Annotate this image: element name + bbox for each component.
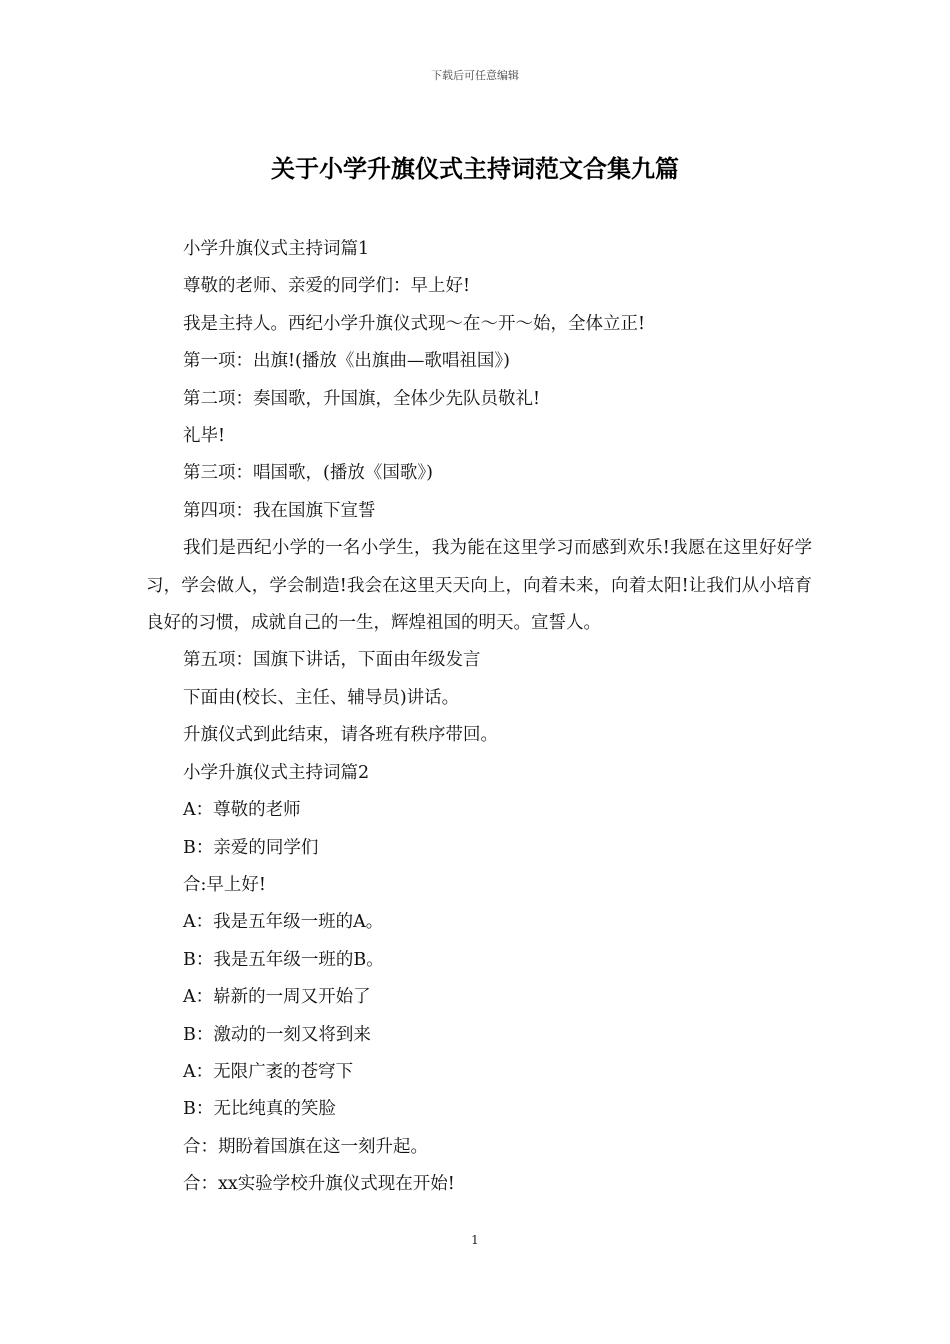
paragraph: 第五项：国旗下讲话，下面由年级发言 bbox=[183, 650, 481, 671]
paragraph: 小学升旗仪式主持词篇1 bbox=[183, 239, 370, 259]
paragraph: B：激动的一刻又将到来 bbox=[183, 1024, 371, 1045]
paragraph: A：无限广袤的苍穹下 bbox=[183, 1061, 354, 1082]
page-number: 1 bbox=[471, 1233, 479, 1247]
paragraph: 第三项：唱国歌，(播放《国歌》) bbox=[183, 463, 433, 484]
page-header-note: 下载后可任意编辑 bbox=[431, 69, 519, 82]
paragraph: 小学升旗仪式主持词篇2 bbox=[183, 762, 370, 783]
paragraph: 第四项：我在国旗下宣誓 bbox=[183, 500, 376, 521]
paragraph: A：我是五年级一班的A。 bbox=[183, 912, 384, 933]
paragraph: B：无比纯真的笑脸 bbox=[183, 1099, 336, 1120]
paragraph: 合:早上好! bbox=[183, 874, 266, 895]
paragraph: 第二项：奏国歌，升国旗，全体少先队员敬礼! bbox=[183, 388, 541, 409]
paragraph: 下面由(校长、主任、辅导员)讲话。 bbox=[183, 687, 460, 708]
paragraph: 升旗仪式到此结束，请各班有秩序带回。 bbox=[183, 725, 498, 746]
document-body bbox=[146, 231, 812, 1204]
paragraph: 我们是西纪小学的一名小学生，我为能在这里学习而感到欢乐!我愿在这里好好学习，学会做人，学会制造!我会在这里天天向上，向着未来，向着太阳!让我们从小培育良好的习惯，成就自己的一生，辉煌祖国的明天。宣誓人。 bbox=[146, 538, 812, 634]
paragraph: 合：xx实验学校升旗仪式现在开始! bbox=[183, 1174, 455, 1195]
paragraph: 我是主持人。西纪小学升旗仪式现～在～开～始，全体立正! bbox=[183, 313, 646, 334]
document-title: 关于小学升旗仪式主持词范文合集九篇 bbox=[271, 154, 679, 183]
paragraph: A：尊敬的老师 bbox=[183, 800, 301, 821]
paragraph: A：崭新的一周又开始了 bbox=[183, 987, 371, 1008]
paragraph: 合：期盼着国旗在这一刻升起。 bbox=[183, 1136, 428, 1157]
paragraph: 第一项：出旗!(播放《出旗曲—歌唱祖国》) bbox=[183, 351, 510, 372]
paragraph: B：我是五年级一班的B。 bbox=[183, 949, 384, 970]
paragraph: 尊敬的老师、亲爱的同学们：早上好! bbox=[183, 276, 471, 297]
paragraph: B：亲爱的同学们 bbox=[183, 837, 319, 858]
paragraph: 礼毕! bbox=[183, 426, 226, 447]
